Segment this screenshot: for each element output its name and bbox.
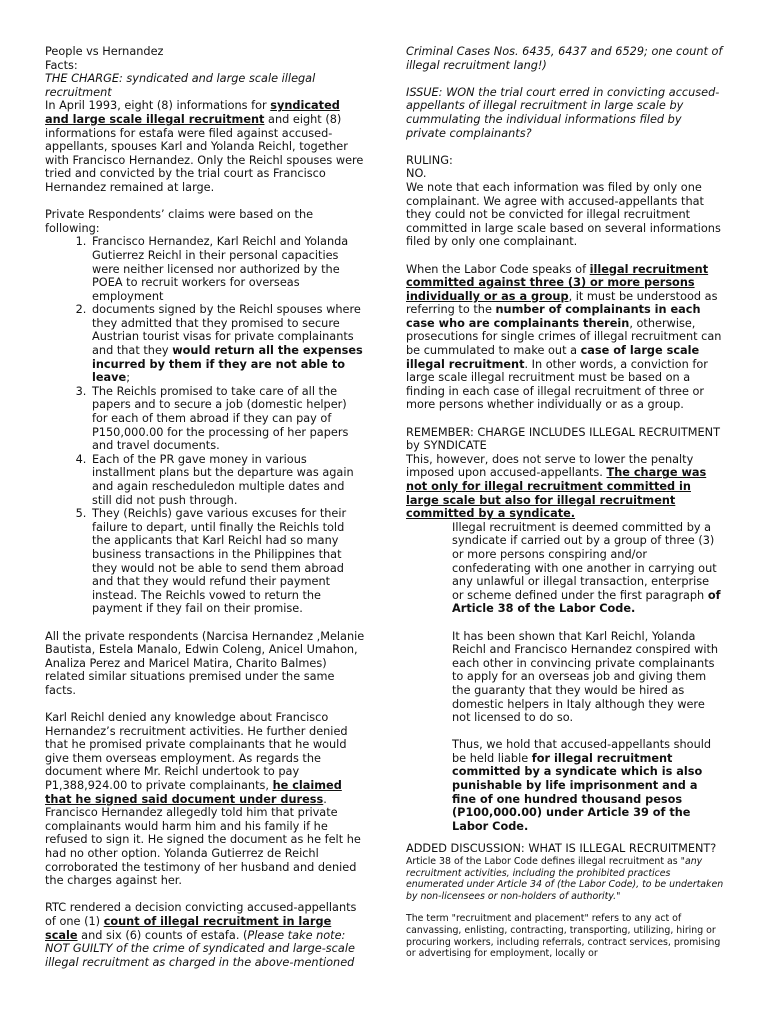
case-title: People vs Hernandez [45,45,164,58]
ruling-answer: NO. [406,167,427,181]
defense-paragraph: Karl Reichl denied any knowledge about Francisco Hernandez’s recruitment activities. He further denied that he promised private complainants that he would give them overseas employment. As regards the document where Mr. Reichl undertook to pay P1,388,924.00 to private complainants, he claimed that he signed said document under duress. Francisco Hernandez allegedly told him that private complainants would harm him and his family if he refused to sign it. He signed the document as he felt he had no other option. Yolanda Gutierrez de Reichl corroborated the testimony of her husband and denied the charges against her. [45,711,361,888]
charge-heading: THE CHARGE: syndicated and large scale illegal recruitment [45,72,316,99]
right-column [406,45,724,960]
ruling-paragraph-3: This, however, does not serve to lower the penalty imposed upon accused-appellants. The charge was not only for illegal recruitment committed in large scale but also for illegal recruitment committed by a syndicate. [406,452,707,521]
quote-paragraph-3: Thus, we hold that accused-appellants should be held liable for illegal recruitment committed by a syndicate which is also punishable by life imprisonment and a fine of one hundred thousand pesos (P100,000.00) under Article 39 of the Labor Code. [452,738,712,833]
list-item: 2. documents signed by the Reichl spouses where they admitted that they promised to secure Austrian tourist visas for private complainants and that they would return all the expenses incurred by them if they are not able to leave; [90,303,365,385]
claims-intro: Private Respondents’ claims were based on the following: [45,208,314,235]
ruling-paragraph-1: We note that each information was filed by only one complainant. We agree with accused-appellants that they could not be convicted for illegal recruitment committed in large scale based on several informations filed by only one complainant. [406,180,721,249]
issue-heading: ISSUE: WON the trial court erred in convicting accused-appellants of illegal recruitment in large scale by cummulating the individual informations filed by private complainants? [406,85,720,140]
continued-note: Criminal Cases Nos. 6435, 6437 and 6529; one count of illegal recruitment lang!) [406,45,723,72]
emphasis-duress: he claimed that he signed said document under duress [45,779,342,806]
list-item: 3. The Reichls promised to take care of all the papers and to secure a job (domestic helper) for each of them abroad if they can pay of P150,000.00 for the processing of her papers and travel documents. [90,385,365,453]
article-38-paragraph: Article 38 of the Labor Code defines illegal recruitment as "any recruitment activities, including the prohibited practices enumerated under Article 34 of (the Labor Code), to be undertaken by non-licensees or non-holders of authority." [406,856,724,902]
claims-list [45,235,365,616]
ruling-label: RULING: [406,153,453,167]
respondents-paragraph: All the private respondents (Narcisa Hernandez ,Melanie Bautista, Estela Manalo, Edwin Coleng, Anicel Umahon, Analiza Perez and Maricel Matira, Charito Balmes) related similar situations premised under the same facts. [45,629,365,697]
list-item: 1. Francisco Hernandez, Karl Reichl and Yolanda Gutierrez Reichl in their personal capacities were neither licensed nor authorized by the POEA to recruit workers for overseas employment [90,235,365,303]
quote-paragraph-1: Illegal recruitment is deemed committed by a syndicate if carried out by a group of three (3) or more persons conspiring and/or confederating with one another in carrying out any unlawful or illegal transaction, enterprise or scheme defined under the first paragraph of Article 38 of the Labor Code. [452,520,721,616]
facts-paragraph-1: In April 1993, eight (8) informations for syndicated and large scale illegal recruitment and eight (8) informations for estafa were filed against accused-appellants, spouses Karl and Yolanda Reichl, together with Francisco Hernandez. Only the Reichl spouses were tried and convicted by the trial court as Francisco Hernandez remained at large. [45,99,364,194]
list-item: 5. They (Reichls) gave various excuses for their failure to depart, until finally the Reichls told the applicants that Karl Reichl had so many business transactions in the Philippines that they would not be able to send them abroad and that they would refund their payment instead. The Reichls vowed to return the payment if they fail on their promise. [90,507,365,616]
recruitment-term-paragraph: The term "recruitment and placement" refers to any act of canvassing, enlisting, contracting, transporting, utilizing, hiring or procuring workers, including referrals, contract services, promising or advertising for employment, locally or [406,913,721,960]
list-item: 4. Each of the PR gave money in various installment plans but the departure was again and again rescheduledon multiple dates and still did not push through. [90,453,365,507]
left-column [45,45,365,969]
facts-label: Facts: [45,58,78,72]
emphasis-syndicated: syndicated and large scale illegal recruitment [45,99,340,126]
emphasis-count: count of illegal recruitment in large scale [45,915,332,942]
quote-paragraph-2: It has been shown that Karl Reichl, Yolanda Reichl and Francisco Hernandez conspired with each other in convincing private complainants to apply for an overseas job and giving them the guaranty that they would be hired as domestic helpers in Italy although they were not licensed to do so. [452,629,719,725]
added-discussion-heading: ADDED DISCUSSION: WHAT IS ILLEGAL RECRUITMENT? [406,842,717,856]
remember-heading: REMEMBER: CHARGE INCLUDES ILLEGAL RECRUITMENT by SYNDICATE [406,425,721,453]
ruling-paragraph-2: When the Labor Code speaks of illegal recruitment committed against three (3) or more persons individually or as a group, it must be understood as referring to the number of complainants in each case who are complainants therein, otherwise, prosecutions for single crimes of illegal recruitment can be cummulated to make out a case of large scale illegal recruitment. In other words, a conviction for large scale illegal recruitment must be based on a finding in each case of illegal recruitment of three or more persons whether individually or as a group. [406,262,722,412]
rtc-paragraph: RTC rendered a decision convicting accused-appellants of one (1) count of illegal recruitment in large scale and six (6) counts of estafa. (Please take note: NOT GUILTY of the crime of syndicated and large-scale illegal recruitment as charged in the above-mentioned [45,901,357,969]
block-quote [452,521,724,834]
